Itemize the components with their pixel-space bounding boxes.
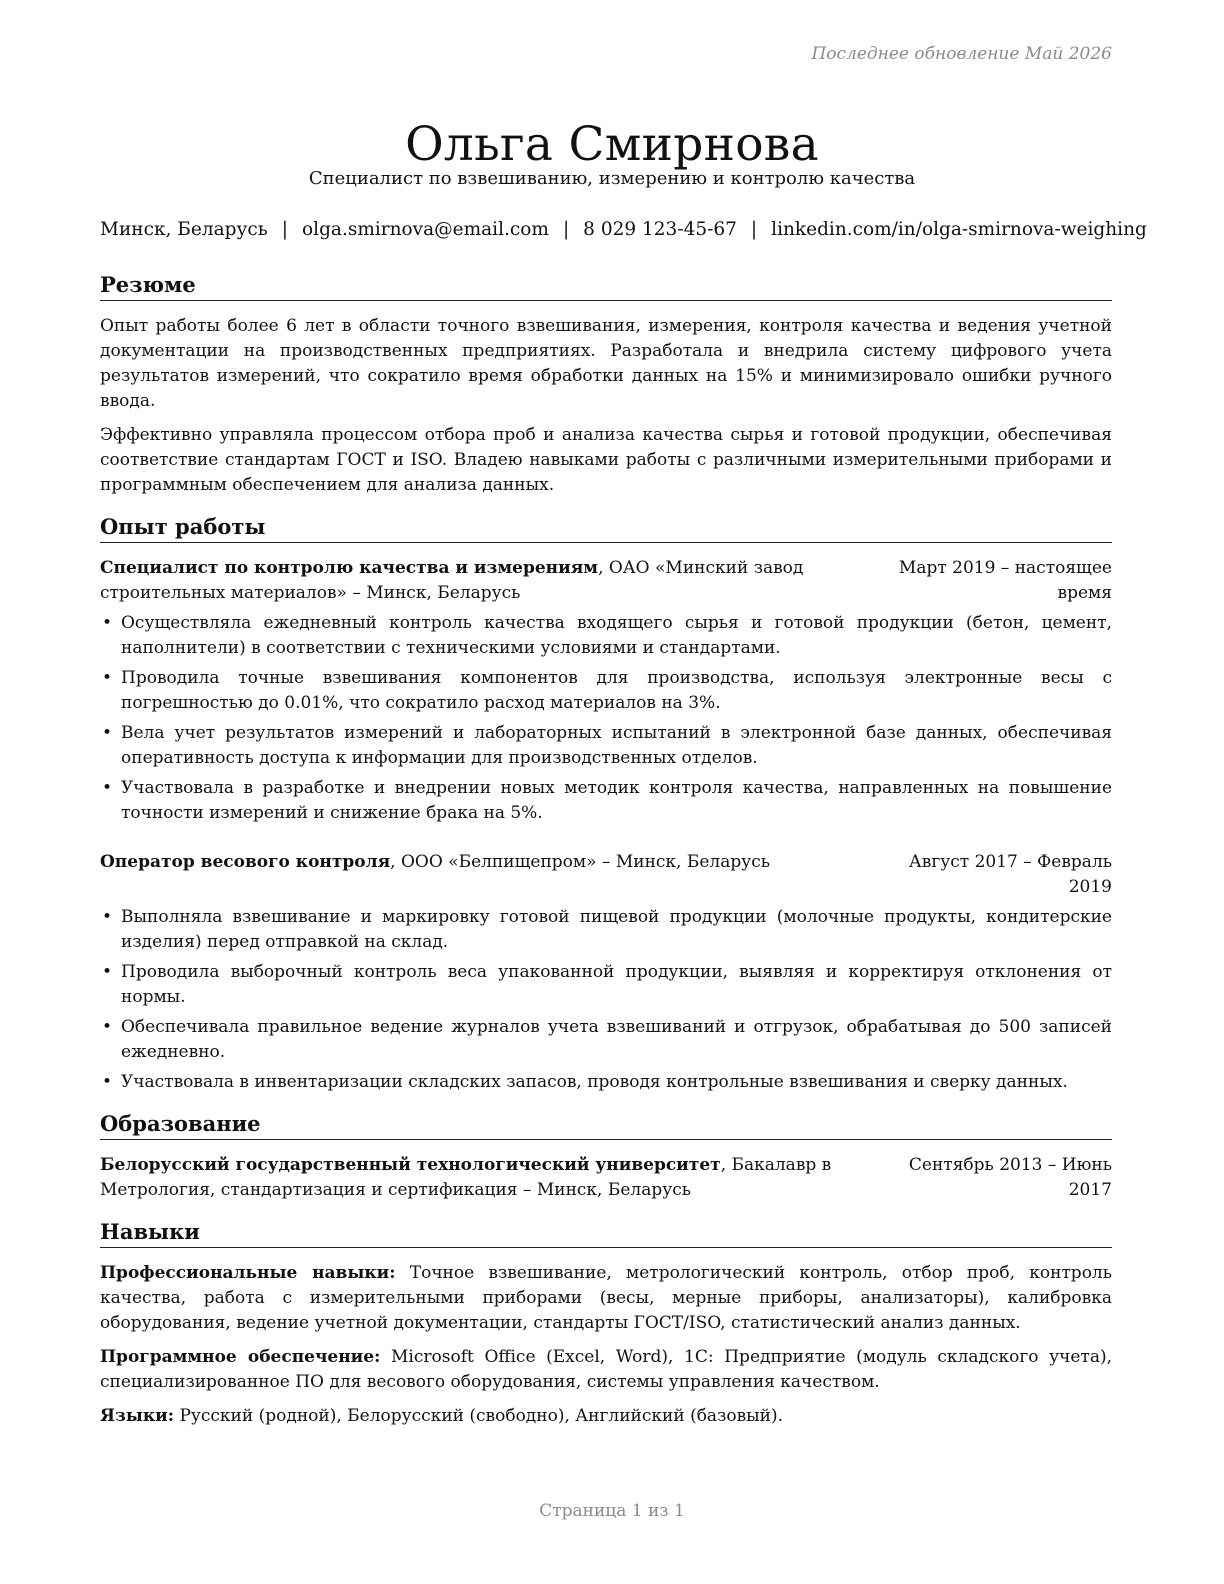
- candidate-subtitle: Специалист по взвешиванию, измерению и контролю качества: [308, 168, 916, 189]
- list-item: [100, 905, 1112, 955]
- job-dates: Август 2017 – Февраль 2019: [908, 852, 1112, 897]
- list-item: [100, 1015, 1112, 1065]
- education-institution: Белорусский государственный технологический университет: [100, 1155, 721, 1175]
- list-item: [100, 1070, 1112, 1095]
- bullet-text: Обеспечивала правильное ведение журналов учета взвешиваний и отгрузок, обрабатывая до 500 записей ежедневно.: [121, 1017, 1112, 1062]
- bullet-icon: •: [102, 723, 113, 743]
- section-title-summary: Резюме: [100, 270, 1112, 301]
- skill-group: [100, 1261, 1112, 1336]
- contact-separator: |: [281, 219, 289, 240]
- list-item: [100, 611, 1112, 661]
- bullet-text: Вела учет результатов измерений и лабораторных испытаний в электронной базе данных, обеспечивая оперативность доступа к информации для производственных отделов.: [121, 723, 1112, 768]
- bullet-text: Проводила выборочный контроль веса упакованной продукции, выявляя и корректируя отклонения от нормы.: [121, 962, 1112, 1007]
- job-position: Оператор весового контроля: [100, 852, 391, 872]
- experience-section: [100, 512, 1112, 1095]
- summary-section: [100, 270, 1112, 498]
- bullet-icon: •: [102, 1072, 113, 1092]
- section-title-skills: Навыки: [100, 1217, 1112, 1248]
- education-section: [100, 1109, 1112, 1203]
- skill-text: Русский (родной), Белорусский (свободно), Английский (базовый).: [174, 1406, 784, 1426]
- bullet-text: Участвовала в инвентаризации складских запасов, проводя контрольные взвешивания и сверку данных.: [121, 1072, 1068, 1092]
- bullet-text: Выполняла взвешивание и маркировку готовой пищевой продукции (молочные продукты, кондитерские изделия) перед отправкой на склад.: [121, 907, 1112, 952]
- job-position: Специалист по контролю качества и измерениям: [100, 558, 599, 578]
- contact-location: Минск, Беларусь: [100, 219, 268, 240]
- skill-text: Точное взвешивание, метрологический контроль, отбор проб, контроль качества, работа с измерительными приборами (весы, мерные приборы, анализаторы), калибровка оборудования, ведение учетной документации, стандарты ГОСТ/ISO, статистический анализ данных.: [100, 1263, 1112, 1333]
- education-dates: Сентябрь 2013 – Июнь 2017: [908, 1155, 1112, 1200]
- skill-text: Microsoft Office (Excel, Word), 1С: Предприятие (модуль складского учета), специализированное ПО для весового оборудования, системы управления качеством.: [100, 1347, 1112, 1392]
- skill-label: Профессиональные навыки:: [100, 1263, 396, 1283]
- job-bullets: [100, 611, 1112, 826]
- job-header: [100, 850, 1112, 900]
- list-item: [100, 960, 1112, 1010]
- candidate-name: Ольга Смирнова: [405, 117, 819, 173]
- contact-phone: 8 029 123-45-67: [583, 219, 737, 240]
- job-title-line: [100, 556, 872, 606]
- contact-linkedin[interactable]: linkedin.com/in/olga-smirnova-weighing: [771, 219, 1147, 240]
- skill-group: [100, 1404, 1112, 1429]
- bullet-icon: •: [102, 778, 113, 798]
- last-updated: Последнее обновление Май 2026: [811, 44, 1112, 64]
- job-title-line: [100, 850, 872, 900]
- bullet-text: Проводила точные взвешивания компонентов для производства, используя электронные весы с погрешностью до 0.01%, что сократило расход материалов на 3%.: [121, 668, 1112, 713]
- education-details: , Бакалавр в Метрология, стандартизация и сертификация – Минск, Беларусь: [100, 1155, 832, 1200]
- section-title-experience: Опыт работы: [100, 512, 1112, 543]
- bullet-icon: •: [102, 1017, 113, 1037]
- job-company: , ООО «Белпищепром» – Минск, Беларусь: [390, 852, 771, 872]
- contact-separator: |: [750, 219, 758, 240]
- skill-label: Программное обеспечение:: [100, 1347, 381, 1367]
- summary-paragraph: Опыт работы более 6 лет в области точного взвешивания, измерения, контроля качества и ведения учетной документации на производственных предприятиях. Разработала и внедрила систему цифрового учета результатов измерений, что сократило время обработки данных на 15% и минимизировало ошибки ручного ввода.: [100, 316, 1112, 411]
- job-entry: [100, 850, 1112, 1095]
- skills-section: [100, 1217, 1112, 1429]
- skill-label: Языки:: [100, 1406, 175, 1426]
- page-footer: Страница 1 из 1: [539, 1501, 685, 1521]
- job-dates: Март 2019 – настоящее время: [898, 558, 1112, 603]
- education-entry: [100, 1153, 1112, 1203]
- bullet-icon: •: [102, 613, 113, 633]
- contact-line: [100, 219, 1147, 240]
- resume-body: [100, 270, 1112, 1443]
- list-item: [100, 666, 1112, 716]
- education-header: [100, 1153, 1112, 1203]
- summary-paragraph: Эффективно управляла процессом отбора проб и анализа качества сырья и готовой продукции, обеспечивая соответствие стандартам ГОСТ и ISO. Владею навыками работы с различными измерительными приборами и программным обеспечением для анализа данных.: [100, 425, 1112, 495]
- list-item: [100, 721, 1112, 771]
- contact-email[interactable]: olga.smirnova@email.com: [302, 219, 549, 240]
- list-item: [100, 776, 1112, 826]
- job-company: , ОАО «Минский завод строительных материалов» – Минск, Беларусь: [100, 558, 804, 603]
- skill-group: [100, 1345, 1112, 1395]
- section-title-education: Образование: [100, 1109, 1112, 1140]
- job-bullets: [100, 905, 1112, 1095]
- bullet-text: Осуществляла ежедневный контроль качества входящего сырья и готовой продукции (бетон, цемент, наполнители) в соответствии с техническими условиями и стандартами.: [121, 613, 1112, 658]
- bullet-icon: •: [102, 907, 113, 927]
- bullet-icon: •: [102, 668, 113, 688]
- bullet-icon: •: [102, 962, 113, 982]
- job-entry: [100, 556, 1112, 826]
- education-line: [100, 1153, 872, 1203]
- contact-separator: |: [562, 219, 570, 240]
- job-header: [100, 556, 1112, 606]
- bullet-text: Участвовала в разработке и внедрении новых методик контроля качества, направленных на повышение точности измерений и снижение брака на 5%.: [121, 778, 1112, 823]
